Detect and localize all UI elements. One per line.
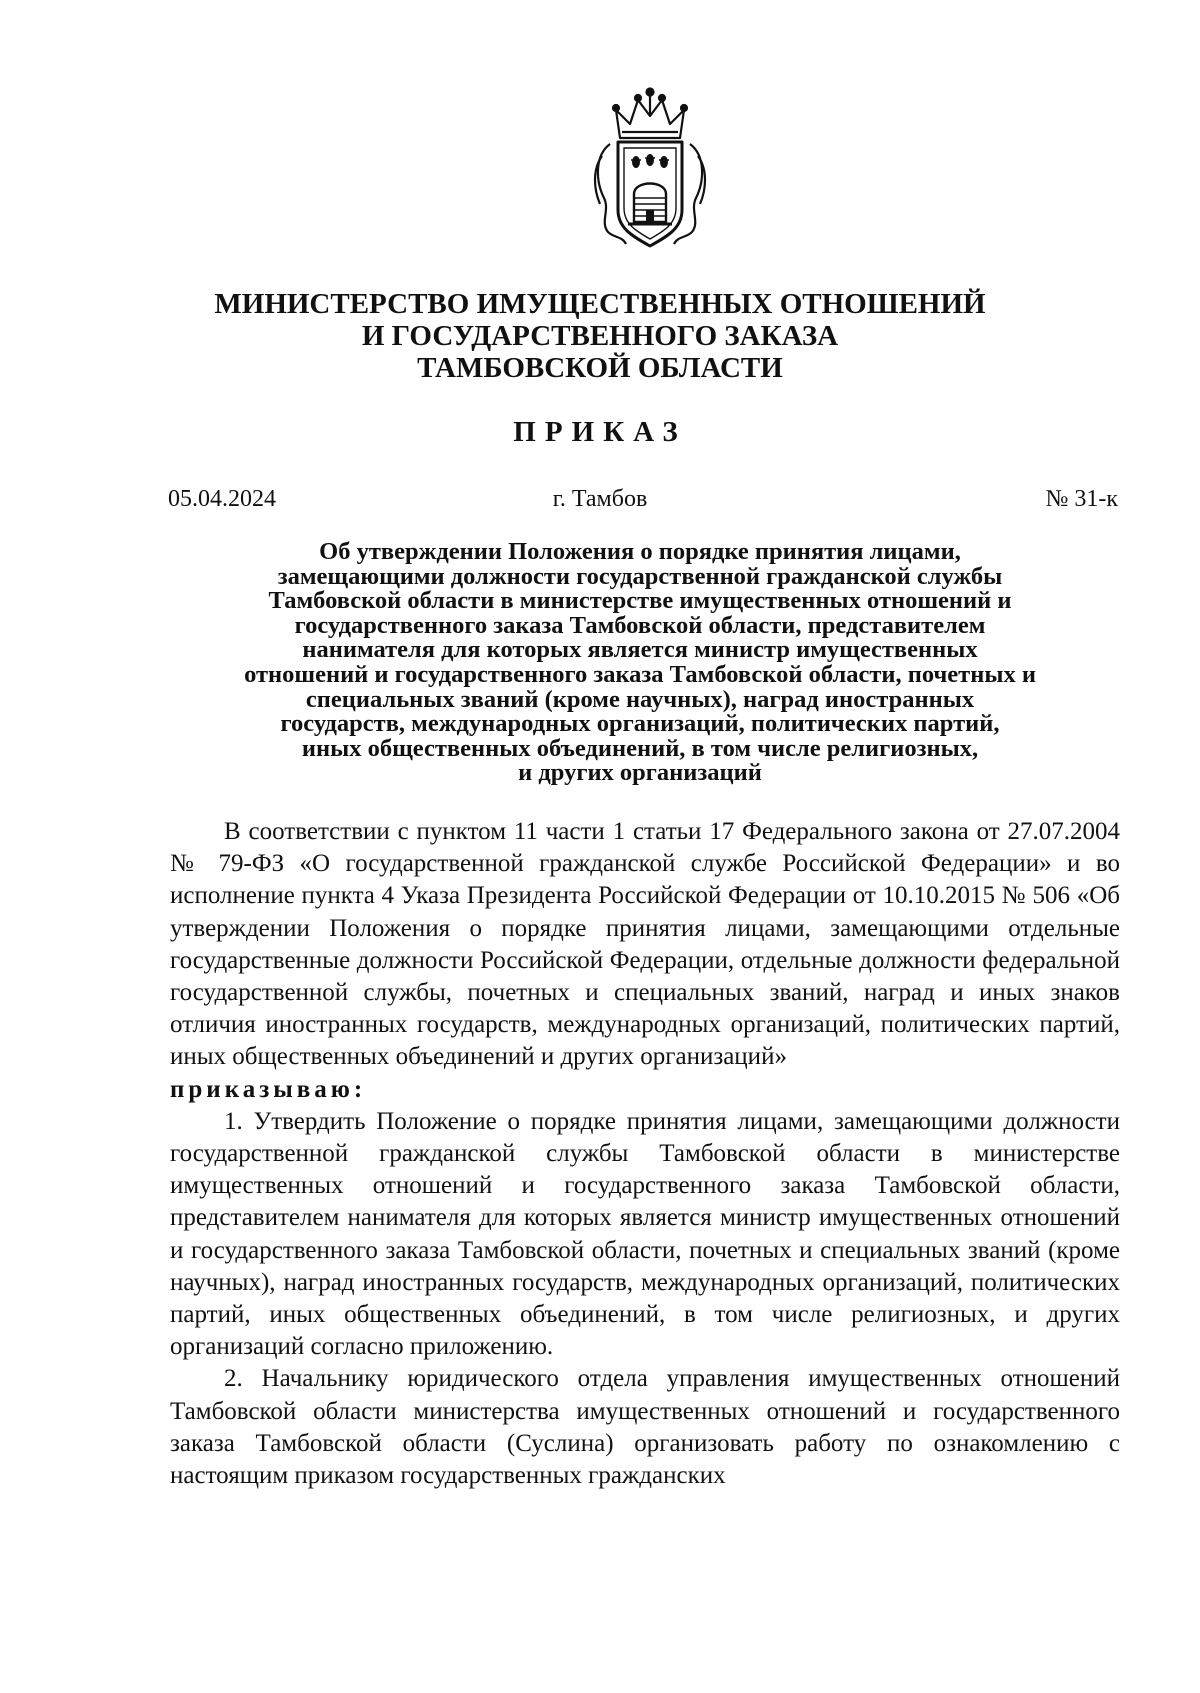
document-city: г. Тамбов	[552, 486, 648, 512]
preamble-paragraph	[170, 816, 1120, 1074]
document-number: № 31-к	[1045, 486, 1118, 512]
subject-line: и других организаций	[518, 759, 762, 787]
order-word: приказываю:	[170, 1075, 367, 1103]
ministry-name	[0, 288, 1200, 384]
ministry-name-line: МИНИСТЕРСТВО ИМУЩЕСТВЕННЫХ ОТНОШЕНИЙ	[214, 288, 986, 320]
subject-line: нанимателя для которых является министр имущественных	[302, 636, 978, 664]
document-body	[170, 816, 1120, 1492]
subject-line: иных общественных объединений, в том числе религиозных,	[301, 734, 979, 762]
subject-line: государственного заказа Тамбовской области, представителем	[294, 611, 986, 639]
item-2-paragraph: 2. Начальнику юридического отдела управления имущественных отношений Тамбовской области министерства имущественных отношений и государственного заказа Тамбовской области (Суслина) организовать работу по ознакомлению с настоящим приказом государственных гражданских	[170, 1365, 1120, 1490]
tambov-coat-of-arms-icon	[586, 86, 714, 256]
document-date: 05.04.2024	[168, 486, 276, 512]
subject-line: отношений и государственного заказа Тамбовской области, почетных и	[244, 660, 1036, 688]
ministry-name-line: ТАМБОВСКОЙ ОБЛАСТИ	[417, 352, 783, 384]
order-word-paragraph	[170, 1074, 1120, 1106]
subject-line: замещающими должности государственной гражданской службы	[277, 562, 1003, 590]
subject-line: государств, международных организаций, политических партий,	[280, 710, 1000, 738]
document-type-title: ПРИКАЗ	[513, 416, 687, 448]
preamble-text: В соответствии с пунктом 11 части 1 статьи 17 Федерального закона от 27.07.2004 № 79-ФЗ «О государственной гражданской службе Российской Федерации» и во исполнение пункта 4 Указа Президента Российской Федерации от 10.10.2015 № 506 «Об утверждении Положения о порядке принятия лицами, замещающими отдельные государственные должности Российской Федерации, отдельные должности федеральной государственной службы, почетных и специальных званий, наград и иных знаков отличия иностранных государств, международных организаций, политических партий, иных общественных объединений и других организаций»	[170, 818, 1120, 1071]
subject-line: Об утверждении Положения о порядке принятия лицами,	[319, 538, 961, 565]
document-subject	[160, 540, 1120, 786]
subject-line: специальных званий (кроме научных), наград иностранных	[305, 685, 975, 713]
subject-line: Тамбовской области в министерстве имущественных отношений и	[268, 587, 1012, 615]
item-1-paragraph: 1. Утвердить Положение о порядке принятия лицами, замещающими должности государственной гражданской службы Тамбовской области в министерстве имущественных отношений и государственного заказа Тамбовской области, представителем нанимателя для которых является министр имущественных отношений и государственного заказа Тамбовской области, почетных и специальных званий (кроме научных), наград иностранных государств, международных организаций, политических партий, иных общественных объединений, в том числе религиозных, и других организаций согласно приложению.	[170, 1107, 1120, 1361]
ministry-name-line: И ГОСУДАРСТВЕННОГО ЗАКАЗА	[361, 320, 839, 352]
